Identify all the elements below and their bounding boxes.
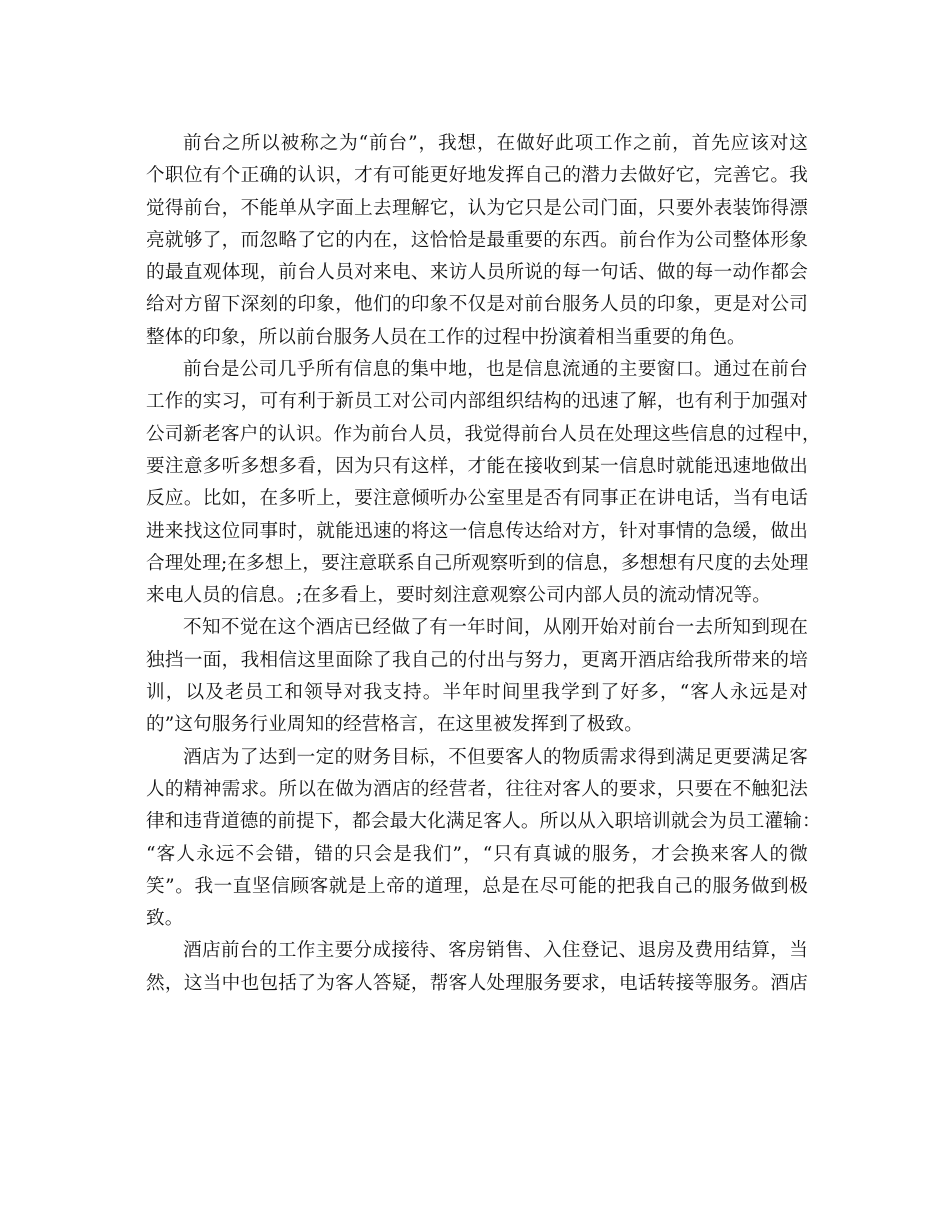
text-line: 然，这当中也包括了为客人答疑，帮客人处理服务要求，电话转接等服务。酒店 [146,972,808,994]
text-line: 工作的实习，可有利于新员工对公司内部组织结构的迅速了解，也有利于加强对 [146,391,808,413]
text-line: 合理处理;在多想上，要注意联系自己所观察听到的信息，多想想有尺度的去处理 [146,552,809,574]
text-line: 人的精神需求。所以在做为酒店的经营者，往往对客人的要求，只要在不触犯法 [146,778,808,800]
text-line: 进来找这位同事时，就能迅速的将这一信息传达给对方，针对事情的急缓，做出 [146,520,808,542]
text-line: 前台之所以被称之为“前台”，我想，在做好此项工作之前，首先应该对这 [183,133,808,154]
text-line: 亮就够了，而忽略了它的内在，这恰恰是最重要的东西。前台作为公司整体形象 [146,229,808,251]
paragraph-4 [146,742,821,936]
text-line: 个职位有个正确的认识，才有可能更好地发挥自己的潜力去做好它，完善它。我 [146,165,808,187]
text-line: 反应。比如，在多听上，要注意倾听办公室里是否有同事正在讲电话，当有电话 [146,488,808,510]
text-line: 的最直观体现，前台人员对来电、来访人员所说的每一句话、做的每一动作都会 [146,262,808,284]
paragraph-5 [146,935,808,1000]
text-line: 要注意多听多想多看，因为只有这样，才能在接收到某一信息时就能迅速地做出 [146,455,808,477]
text-line: 不知不觉在这个酒店已经做了有一年时间，从刚开始对前台一去所知到现在 [183,617,808,639]
text-line: 致。 [146,908,184,930]
paragraph-3 [146,612,808,741]
text-line: 笑”。我一直坚信顾客就是上帝的道理，总是在尽可能的把我自己的服务做到极 [146,875,808,897]
text-line: 训，以及老员工和领导对我支持。半年时间里我学到了好多，“客人永远是对 [146,682,808,704]
text-line: 酒店为了达到一定的财务目标，不但要客人的物质需求得到满足更要满足客 [183,746,808,768]
paragraph-2 [146,354,821,612]
text-line: 觉得前台，不能单从字面上去理解它，认为它只是公司门面，只要外表装饰得漂 [146,197,808,219]
text-line: 酒店前台的工作主要分成接待、客房销售、入住登记、退房及费用结算，当 [183,940,808,962]
text-line: 公司新老客户的认识。作为前台人员，我觉得前台人员在处理这些信息的过程中， [146,423,821,445]
text-line: 来电人员的信息。;在多看上，要时刻注意观察公司内部人员的流动情况等。 [146,585,771,607]
text-line: 独挡一面，我相信这里面除了我自己的付出与努力，更离开酒店给我所带来的培 [146,649,808,671]
text-line: 给对方留下深刻的印象，他们的印象不仅是对前台服务人员的印象，更是对公司 [146,294,808,316]
text-line: 的”这句服务行业周知的经营格言，在这里被发挥到了极致。 [146,714,643,736]
text-line: “客人永远不会错，错的只会是我们”，“只有真诚的服务，才会换来客人的微 [146,843,808,865]
text-line: 律和违背道德的前提下，都会最大化满足客人。所以从入职培训就会为员工灌输： [146,811,821,833]
paragraph-1 [146,128,808,354]
document-body [146,128,821,1000]
text-line: 整体的印象，所以前台服务人员在工作的过程中扮演着相当重要的角色。 [146,326,746,348]
text-line: 前台是公司几乎所有信息的集中地，也是信息流通的主要窗口。通过在前台 [183,359,808,381]
